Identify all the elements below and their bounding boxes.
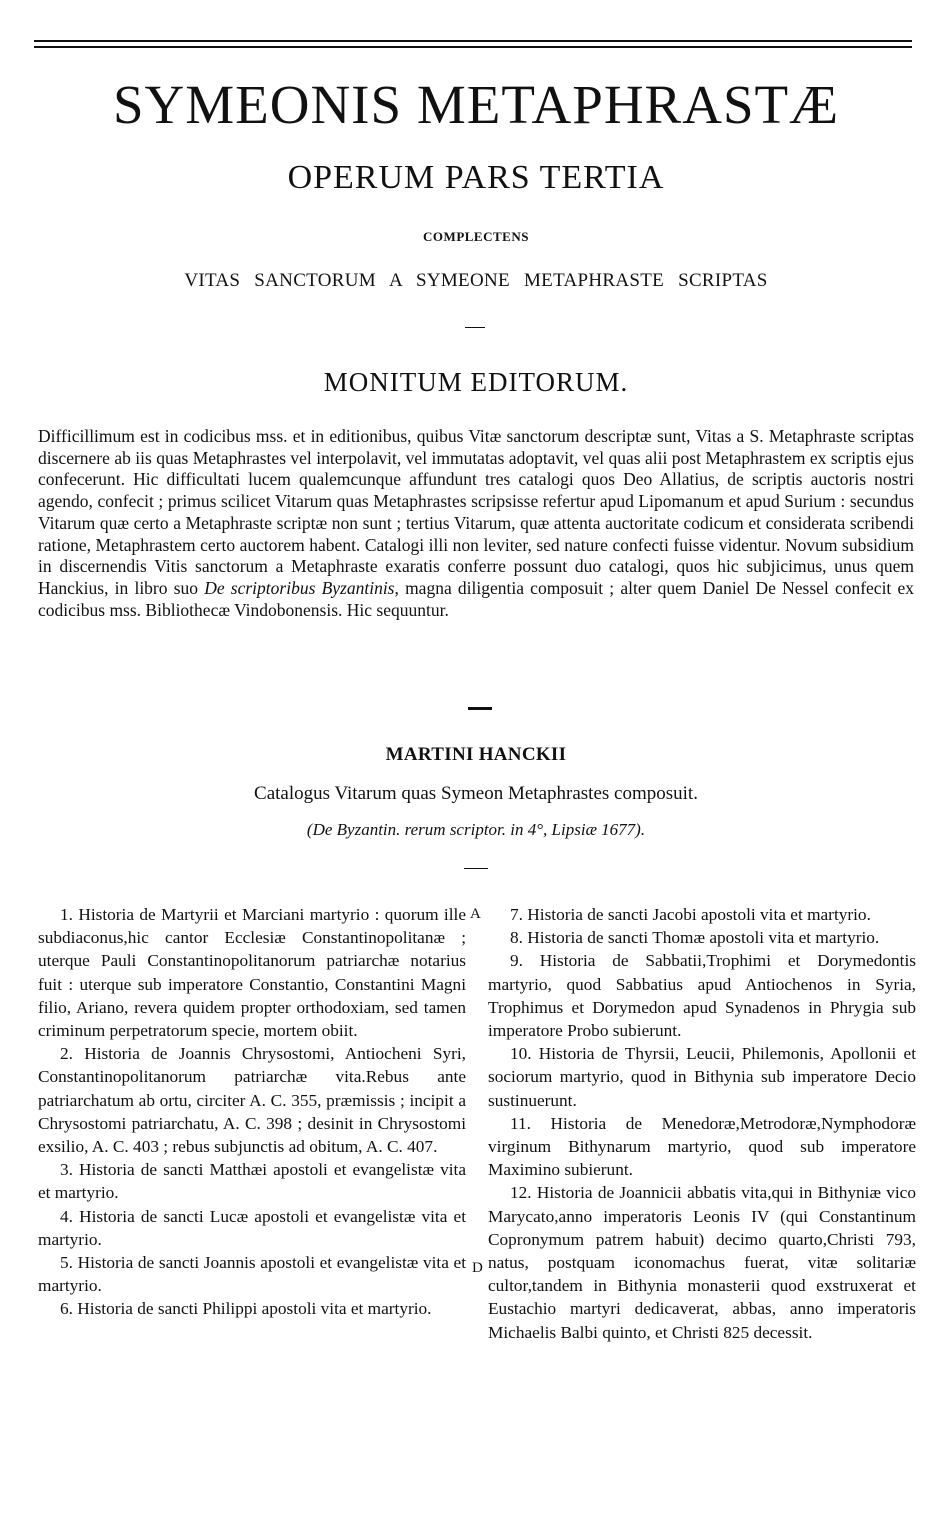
catalog-entry: 10. Historia de Thyrsii, Leucii, Philemonis, Apollonii et sociorum martyrio, quod in Bithynia sub imperatore Decio sustinuerunt. (488, 1044, 916, 1110)
catalog-entry: 3. Historia de sancti Matthæi apostoli et evangelistæ vita et martyrio. (38, 1160, 466, 1203)
catalog-entry: 9. Historia de Sabbatii,Trophimi et Dorymedontis martyrio, quod Sabbatius apud Antiochenos in Syria, Trophimus et Dorymedon apud Synadenos in Phrygia sub imperatore Probo subierunt. (488, 951, 916, 1041)
catalog-entry: 12. Historia de Joannicii abbatis vita,qui in Bithyniæ vico Marycato,anno imperatoris Leonis IV (qui Constantinum Copronymum patrem habuit) decimo quarto,Christi 793, natus, postquam iconomachus fuerat, vitæ solitariæ cultor,tandem in Bithynia monasterii quod exstruxerat et Eustachio martyri dedicaverat, abbas, anno imperatoris Michaelis Balbi quinto, et Christi 825 decessit. (488, 1183, 916, 1342)
vitas-heading: VITAS SANCTORUM A SYMEONE METAPHRASTE SCRIPTAS (184, 270, 768, 291)
separator-dash (465, 327, 485, 328)
catalog-author: MARTINI HANCKII (385, 744, 567, 765)
catalog-entry: 7. Historia de sancti Jacobi apostoli vita et martyrio. (510, 905, 871, 924)
complectens-label: COMPLECTENS (423, 229, 529, 244)
monitum-heading: MONITUM EDITORUM. (323, 367, 629, 397)
top-rule-1 (34, 40, 912, 42)
monitum-paragraph (38, 426, 914, 621)
catalog-entry: 4. Historia de sancti Lucæ apostoli et evangelistæ vita et martyrio. (38, 1206, 466, 1249)
catalog-title: Catalogus Vitarum quas Symeon Metaphrastes composuit. (254, 783, 698, 804)
margin-marker-d: D (472, 1260, 483, 1276)
top-rule-2 (34, 46, 912, 48)
catalog-entry: 2. Historia de Joannis Chrysostomi, Antiocheni Syri, Constantinopolitanorum patriarchæ vita.Rebus ante patriarchatum ab ortu, circiter A. C. 355, præmissis ; incipit a Chrysostomi patriarchatu, A. C. 398 ; desinit in Chrysostomi exsilio, A. C. 403 ; rebus subjunctis ad obitum, A. C. 407. (38, 1044, 466, 1157)
page-subtitle: OPERUM PARS TERTIA (287, 159, 665, 196)
catalog-entry: 6. Historia de sancti Philippi apostoli vita et martyrio. (60, 1299, 432, 1319)
catalog-entry: 5. Historia de sancti Joannis apostoli et evangelistæ vita et martyrio. (38, 1253, 466, 1296)
margin-marker-a: A (470, 906, 481, 922)
right-column (488, 903, 916, 1344)
catalog-entry: 11. Historia de Menedoræ,Metrodoræ,Nymphodoræ virginum Bithynarum martyrio, quod sub imperatore Maximino subierunt. (488, 1113, 916, 1180)
left-column (38, 903, 466, 1321)
monitum-text-a: Difficillimum est in codicibus mss. et in editionibus, quibus Vitæ sanctorum descriptæ sunt, Vitas a S. Metaphraste scriptas discernere ab iis quas Metaphrastes vel interpolavit, vel immutatas adoptavit, vel quas alii post Metaphrastem ex scriptis ejus confecerunt. Hic difficultati lucem qualemcunque affundunt tres catalogi quos Deo Allatius, de scriptis auctoris nostri agendo, confecit ; primus scilicet Vitarum quas Metaphrastes scripsisse refertur apud Lipomanum et apud Surium : secundus Vitarum quæ certo a Metaphraste scriptæ non sunt ; tertius Vitarum, quæ attenta auctoritate codicum et considerata scribendi ratione, Metaphrastem certo auctorem habent. Catalogi illi non leviter, sed nature confecti fuisse videntur. Novum subsidium in discernendis Vitis sanctorum a Metaphraste exaratis conferre possunt duo catalogi, quos hic subjicimus, unus quem Hanckius, in libro suo (38, 426, 914, 598)
separator-dash (464, 868, 488, 869)
monitum-italic-title: De scriptoribus Byzantinis (204, 577, 395, 598)
page-title: SYMEONIS METAPHRASTÆ (112, 74, 840, 135)
monitum-text-b: , magna diligentia composuit ; alter quem Daniel De Nessel confecit ex codicibus mss. Bibliothecæ Vindobonensis. Hic sequuntur. (38, 577, 914, 620)
catalog-entry: 1. Historia de Martyrii et Marciani martyrio : quorum ille subdiaconus,hic cantor Ecclesiæ Constantinopolitanæ ; uterque Pauli Constantinopolitanorum patriarchæ notarius fuit : uterque sub imperatore Constantio, Constantini Magni filio, Ariano, revera quidem propter orthodoxiam, sed tamen criminum perpetratorum specie, mortem obiit. (38, 905, 466, 1041)
separator-dash (468, 707, 492, 710)
catalog-reference: (De Byzantin. rerum scriptor. in 4°, Lipsiæ 1677). (306, 820, 646, 839)
catalog-entry: 8. Historia de sancti Thomæ apostoli vita et martyrio. (510, 928, 880, 948)
